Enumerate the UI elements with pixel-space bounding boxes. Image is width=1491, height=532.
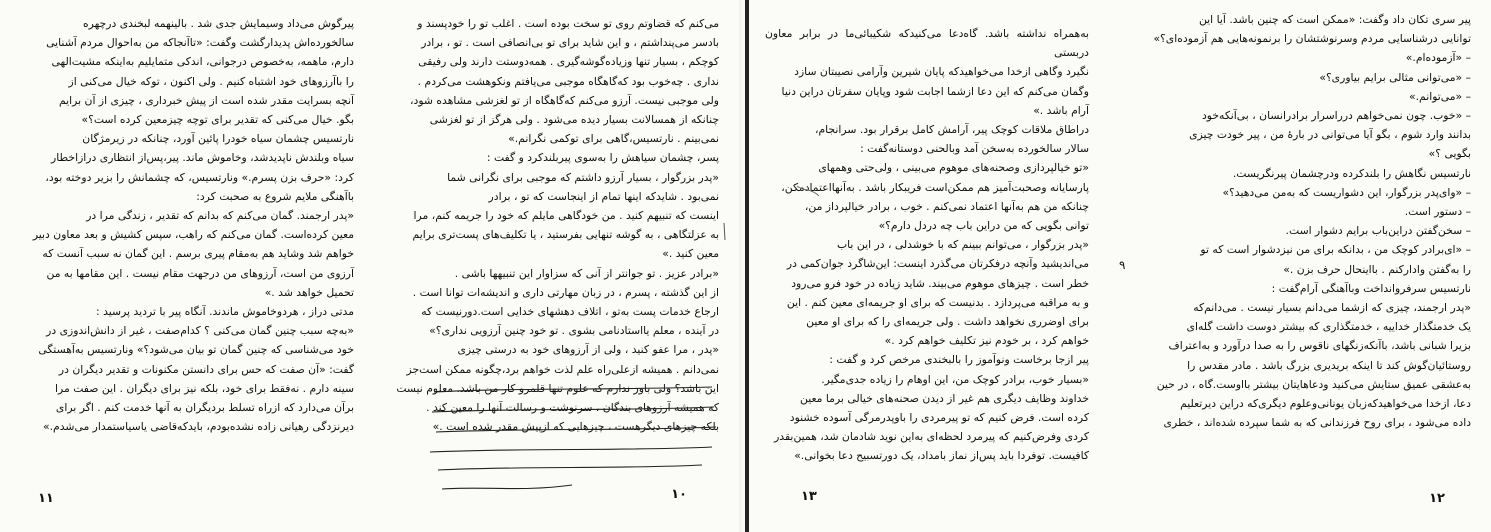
text-line: در آینده ، معلم یااستادنامی بشوی . تو خود چنین آرزویی نداری؟»: [429, 324, 719, 338]
text-line: وگمان می‌کنم که این دعا ازشما اجابت شود وپایان سفرتان دراین دنیا: [781, 84, 1089, 98]
text-line: نداری . چه‌خوب بود که‌گاهگاه موجبی می‌یافتم ونکوهشت می‌کردم .: [417, 74, 719, 88]
text-line: پیرگوش می‌داد وسیمایش جدی شد . بالینهمه لبخندی درچهره: [82, 17, 354, 30]
text-line: نارتسیس چشمان سیاه خودرا پائین آورد، چنانکه در زیرمژگان: [82, 132, 354, 146]
page-twelve-text: [1149, 10, 1471, 432]
page-ten: [372, 0, 745, 532]
text-line: بدانند وارد شوم ، بگو آیا می‌توانی در بارهٔ من ، پیر خودت چیزی: [1189, 128, 1471, 142]
text-line: «پدر بزرگوار ، بسیار آرزو داشتم که موجبی برای نگرانی شما: [447, 170, 719, 184]
text-line: بزیرا شبانی باشد، باآنکه‌زنگهای ناقوس را به صدا درآورد و به‌اعتراف: [1168, 339, 1471, 353]
text-line: «پدر بزرگوار ، می‌توانم ببینم که با خوشدلی ، در این باب: [836, 238, 1089, 252]
text-line: – سخن‌گفتن دراین‌باب برایم دشوار است.: [1285, 224, 1471, 238]
text-line: «پدر ارجمند. گمان می‌کنم که بدانم که تقدیر ، زندگی مرا در: [86, 209, 354, 223]
text-line: بگویی ؟»: [1428, 147, 1471, 161]
text-line: یک خدمتگذار خداییه ، خدمتگذاری که بیشتر دوست داشت گله‌ای: [1186, 320, 1471, 334]
text-line: و به مراقبه می‌پردازد . بدنیست که برای او جریمه‌ای معین کنم . این: [786, 295, 1089, 309]
text-line: برآن می‌دارد که ازراه تسلط بردیگران به آنها خدمت کنم . اگر برای: [55, 401, 354, 415]
text-line: نمی‌بینم . نارتسیس،گاهی برای توکمی نگرانم.»: [508, 132, 719, 146]
text-line: توانایی درشناسایی مردم وسرنوشتشان را برنمونه‌هایی هم آزموده‌ای؟»: [1153, 32, 1471, 46]
text-line: سالخورده‌اش پدیدارگشت وگفت: «تاآنجاکه من به‌احوال مردم آشنایی: [46, 36, 354, 50]
text-line: کردی وفرض‌کنیم که پیرمرد لحظه‌ای به‌این نوید شادمان شد، همین‌بقدر: [774, 430, 1089, 444]
text-line: خواهم شد وشاید هم به‌مقام پیری برسم . این گمان نه سبب آنست که: [42, 247, 354, 261]
text-line: – «می‌توانی مثالی برایم بیاوری؟»: [1319, 70, 1471, 84]
text-line: ارجاع خدمات پست به‌تو ، اتلاف دهشهای خدایی است.دورنیست که: [421, 305, 719, 319]
text-line: «به‌چه سبب چنین گمان می‌کنی ؟ کدام‌صفت ، غیر از دانش‌اندوزی در: [46, 324, 354, 338]
page-ten-text: [389, 14, 719, 436]
text-line: از این گذشته ، پسرم ، در زبان مهارتی داری و اندیشه‌ات توانا است .: [412, 285, 719, 299]
text-line: کرده است. فرض کنیم که تو پیرمردی را باوپدرمرگی آسوده خشنود: [789, 411, 1089, 425]
text-line: را به‌گفتن وادارکنم . بااینحال حرف بزن .»: [1283, 262, 1471, 276]
text-line: اینست که تنبیهم کنید . من خودگاهی مایلم که خود را جریمه کنم، مرا: [413, 209, 719, 223]
text-line: – «وای‌پدر بزرگوار، این دشواریست که به‌من می‌دهید؟»: [1222, 185, 1471, 199]
text-line: «بسیار خوب، برادر کوچک من، این اوهام را زیاده جدی‌مگیر.: [821, 372, 1089, 386]
page-eleven-text: [20, 14, 354, 436]
page-number: ۱۳: [801, 489, 817, 504]
text-line: – «ای‌برادر کوچک من ، بدانکه برای من نیزدشوار است که تو: [1200, 243, 1471, 257]
text-line: بادسر می‌پنداشتم ، و این شاید برای تو بی‌انصافی است . تو ، برادر: [421, 36, 719, 50]
text-line: می‌کنم که قضاوتم روی تو سخت بوده است . اغلب تو را خودپسند و: [417, 17, 719, 30]
text-line: – «خوب. چون نمی‌خواهم درراسرار برادرانسان ، بی‌آنکه‌خود: [1201, 109, 1471, 123]
text-line: دراطاق ملاقات کوچک پیر، آرامش کامل برقرار بود. سرانجام،: [814, 123, 1089, 137]
text-line: خطر است . چیزهای موهوم می‌بیند. شاید زیاده در خود فرو می‌رود: [791, 276, 1089, 290]
text-line: روستائیان‌گوش کند تا اینکه بریدیری بزرگ باشد . مادر مقدس را: [1187, 358, 1471, 372]
text-line: باآهنگی ملایم شروع به صحبت کرد:: [196, 189, 354, 203]
page-thirteen-text: [765, 24, 1089, 466]
text-line: پیر سری تکان داد وگفت: «ممکن است که چنین باشد. آیا این: [1198, 13, 1471, 26]
text-line: پسر، چشمان سیاهش را به‌سوی پیربلندکرد و گفت :: [486, 151, 719, 165]
text-line: بگو. خیال می‌کنی که تقدیر برای توچه چیزمعین کرده است؟»: [81, 113, 354, 127]
text-line: کرد: «حرف بزن پسرم.» ونارتسیس، که چشمانش را بزیر دوخته بود،: [45, 170, 354, 184]
text-line: معین کنید .»: [662, 247, 719, 261]
text-line: به عزلتگاهی ، به گوشه تنهایی بفرستید ، یا تکلیف‌های پست‌تری برایم: [412, 228, 719, 242]
text-line: به‌همراه نداشته باشد. گاه‌دعا می‌کنیدکه شکیبائی‌ما در برابر معاون دربستی: [765, 27, 1089, 60]
page-eleven: [0, 0, 372, 532]
text-line: پارسایانه وصحبت‌آمیز هم ممکن‌است فریبکار باشد . به‌آنها‌اعتمادمکن،: [781, 180, 1089, 194]
text-line: ولی موجبی نیست. آرزو می‌کنم که‌گاهگاه از تو لغزشی مشاهده شود،: [410, 93, 719, 107]
text-line: «برادر عزیز . تو جوانتر از آنی که سزاوار این تنبیهها باشی .: [454, 266, 719, 280]
text-line: نارتسیس نگاهش را بلندکرده ودرچشمان پیرنگریست.: [1232, 166, 1471, 180]
right-page-spread: [749, 0, 1491, 532]
text-line: دارم، ماهمه، به‌خصوص درجوانی، اندکی متمایلیم به‌اینکه مشیت‌الهی: [51, 55, 354, 69]
page-number: ۱۱: [38, 491, 54, 506]
text-line: سینه دارم . نه‌فقط برای خود، بلکه نیز برای دیگران . این صفت مرا: [55, 381, 354, 395]
text-line: – دستور است.: [1404, 205, 1471, 219]
text-line: کوچکم ، بسیار تنها وزیاده‌گوشه‌گیری . همه‌دوستت دارند ولی رفیقی: [418, 55, 719, 69]
text-line: داده می‌شود ، برای روح فرزندانی که به شما سپرده شده‌اند ، خطری: [1163, 416, 1471, 430]
text-line: دیرنزدگی رهیانی زاده نشده‌بودم، بایدکه‌قاضی یاسیاستمدار می‌شدم.»: [43, 420, 354, 434]
text-line: توانی بگویی که من دراین باب چه دردل دارم؟»: [878, 219, 1089, 233]
page-twelve: [1101, 0, 1491, 532]
text-line: که همیشه آرزوهای بندگان ، سرنوشت و رسالت آنها را معین کند .: [426, 401, 719, 415]
text-line: این باشد؟ ولی باور ندارم که علوم تنها قلمرو کار من باشد. معلوم نیست: [396, 381, 719, 395]
text-line: را باآرزوهای خود اشتباه کنیم . ولی اکنون ، توکه خیال می‌کنی از: [68, 74, 354, 88]
text-line: خواهم کرد ، بر خودم نیز تکلیف خواهم کرد .»: [884, 334, 1089, 348]
text-line: نمی‌بود . شایدکه اینها تمام از اینجاست که تو ، برادر: [488, 189, 719, 203]
text-line: کافیست. توفردا باید پس‌از نماز بامداد، یک دورتسبیح دعا بخوانی.»: [794, 449, 1089, 463]
text-line: نارتسیس سرفروانداخت وباآهنگی آرام‌گفت :: [1271, 281, 1471, 295]
text-line: خداوند وظایف دیگری هم غیر از دیدن صحنه‌های خیالی برما معین: [799, 391, 1089, 405]
margin-number: ۹: [1119, 258, 1126, 272]
text-line: آرام باشد .»: [1033, 103, 1089, 117]
left-page-spread: [0, 0, 745, 532]
text-line: چنانکه من هم به‌آنها اعتماد نمی‌کنم . خوب ، برادر خیالپرداز من،: [804, 199, 1089, 213]
text-line: نگیرد وگاهی ازخدا می‌خواهیدکه پایان شیرین وآرامی نصیبتان سازد: [794, 65, 1089, 79]
text-line: «پدر ، مرا عفو کنید ، ولی از آرزوهای خود به درستی چیزی: [457, 343, 719, 357]
text-line: گفت: «آن صفت که حس برای دانستن مکنونات و تقدیر دیگران در: [58, 362, 354, 376]
page-number: ۱۲: [1429, 491, 1445, 506]
text-line: «تو خیالپردازی وصحنه‌های موهوم می‌بینی ، ولی‌حتی وهمهای: [818, 161, 1089, 175]
text-line: سیاه وبلندش ناپدیدشد، وخاموش ماند. پیر،پس‌از انتظاری درازاخطار: [51, 151, 354, 165]
text-line: آرزوی من است، آرزوهای من درجهت مقام نیست . این مقامها به من: [46, 266, 354, 280]
text-line: خود می‌شناسی که چنین گمان تو بیان می‌شود؟» ونارتسیس به‌آهستگی: [38, 343, 354, 357]
text-line: معین کرده‌است. گمان می‌کنم که راهب، سپس کشیش و بعد معاون دبیر: [32, 228, 354, 242]
text-line: می‌اندیشید وآنچه درفکرتان می‌گذرد اینست: این‌شاگرد جوان‌کمی در: [786, 257, 1089, 271]
text-line: آنچه بسرایت مقدر شده است از پیش خبرداری ، چیزی از آن برایم: [58, 93, 354, 107]
text-line: به‌عشقی عمیق ستایش می‌کنید ودعاهایتان بیشتر بااوست.گاه ، در حین: [1156, 377, 1471, 391]
page-thirteen: [749, 0, 1101, 532]
page-number: ۱۰: [671, 487, 687, 502]
text-line: نمی‌دانم . همیشه ازعلی‌راه علم لذت خواهم برد،چگونه ممکن است‌جز: [406, 362, 719, 376]
text-line: چنانکه از همسالانت بسیار دیده می‌شود . ولی هرگز از تو لغزشی: [429, 113, 719, 127]
text-line: دعا، ازخدا می‌خواهیدکه‌زبان یونانی‌وعلوم دیگری‌که دراین دیرتعلیم: [1180, 397, 1471, 411]
text-line: سالار سالخورده به‌سخن آمد وبالحنی دوستانه‌گفت :: [860, 142, 1089, 156]
text-line: تحمیل خواهد شد .»: [264, 285, 354, 299]
text-line: برای اوضرری نخواهد داشت . ولی جریمه‌ای را که برای او معین: [806, 315, 1089, 329]
text-line: – «آزموده‌ام.»: [1405, 51, 1471, 65]
text-line: – «می‌توانم.»: [1408, 89, 1471, 103]
text-line: «پدر ارجمند، چیزی که ازشما می‌دانم بسیار نیست . می‌دانم‌که: [1193, 301, 1471, 315]
text-line: پیر ازجا برخاست ونوآموز را بالبخندی مرخص کرد و گفت :: [829, 353, 1089, 367]
text-line: بلکه چیزهای دیگرهست ، چیزهایی که ازپیش مقدر شده است .»: [432, 420, 719, 434]
text-line: مدتی دراز ، هردوخاموش ماندند. آنگاه پیر با تردید پرسید :: [96, 305, 354, 319]
